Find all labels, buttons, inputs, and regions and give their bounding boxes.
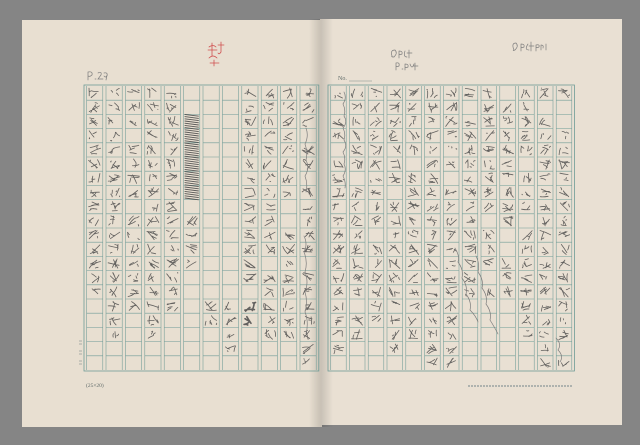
center-fold bbox=[309, 19, 333, 427]
grid-column bbox=[368, 86, 384, 370]
grid-column bbox=[462, 86, 478, 370]
grid-column bbox=[203, 86, 219, 370]
grid-column bbox=[387, 86, 403, 370]
grid-column bbox=[425, 86, 441, 370]
grid-column bbox=[406, 86, 422, 370]
grid-column bbox=[300, 86, 316, 370]
grid-column bbox=[443, 86, 459, 370]
grid-column bbox=[519, 86, 535, 370]
grid-column bbox=[125, 86, 141, 370]
grid-column bbox=[222, 86, 238, 370]
grid-column bbox=[349, 86, 365, 370]
grid-column bbox=[556, 86, 572, 370]
grid-column bbox=[261, 86, 277, 370]
grid-column bbox=[106, 86, 122, 370]
grid-column bbox=[87, 86, 103, 370]
grid-column bbox=[145, 86, 161, 370]
grid-spec-label: (25×20) bbox=[86, 383, 104, 389]
grid-column bbox=[331, 86, 347, 370]
number-label: No. bbox=[338, 76, 347, 82]
grid-column bbox=[537, 86, 553, 370]
grid-column bbox=[281, 86, 297, 370]
grid-column bbox=[242, 86, 258, 370]
grid-column bbox=[500, 86, 516, 370]
left-page bbox=[22, 20, 322, 427]
grid-column bbox=[164, 86, 180, 370]
